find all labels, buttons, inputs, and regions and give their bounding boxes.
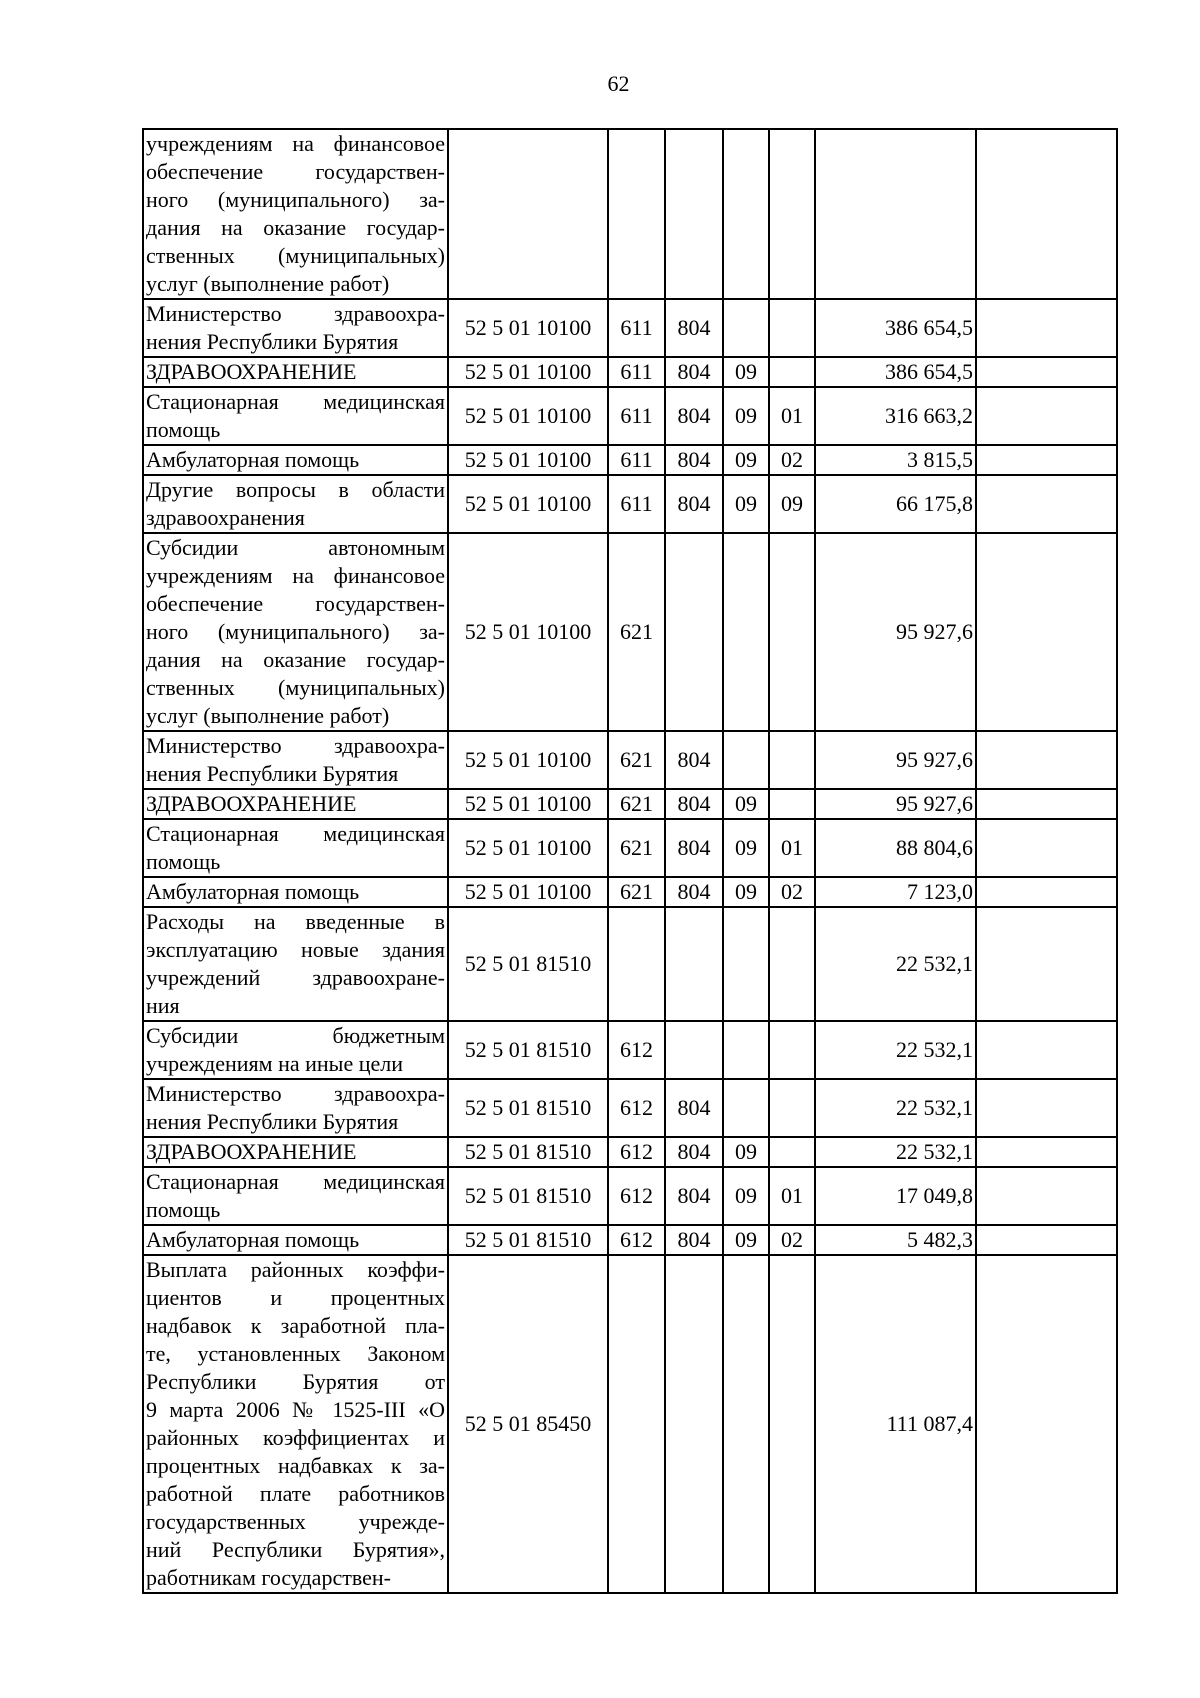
amount: 5 482,3 (815, 1225, 976, 1255)
expense-type-code: 611 (608, 387, 665, 445)
table-row (143, 357, 1117, 387)
description-line: ного (муниципального) за- (146, 187, 445, 212)
empty-cell (976, 387, 1117, 445)
description-line: нения Республики Бурятия (146, 1109, 399, 1134)
expense-type-code: 611 (608, 357, 665, 387)
expense-type-code: 621 (608, 533, 665, 731)
budget-table-body (143, 129, 1117, 1593)
description-line: помощь (146, 849, 221, 874)
target-article-code: 52 5 01 81510 (448, 1079, 608, 1137)
subsection-code (769, 1137, 815, 1167)
target-article-code: 52 5 01 10100 (448, 387, 608, 445)
subsection-code (769, 357, 815, 387)
subsection-code: 02 (769, 445, 815, 475)
amount: 95 927,6 (815, 731, 976, 789)
table-row (143, 789, 1117, 819)
table-row (143, 819, 1117, 877)
administrator-code: 804 (665, 1225, 723, 1255)
row-description (143, 445, 448, 475)
table-row (143, 877, 1117, 907)
expense-type-code: 611 (608, 299, 665, 357)
description-line: работникам государствен- (146, 1565, 391, 1590)
empty-cell (976, 1079, 1117, 1137)
amount: 22 532,1 (815, 1021, 976, 1079)
row-description (143, 357, 448, 387)
section-code (723, 907, 769, 1021)
table-row (143, 1137, 1117, 1167)
table-row (143, 1167, 1117, 1225)
amount: 386 654,5 (815, 357, 976, 387)
description-line: Министерство здравоохра- (146, 301, 445, 326)
description-line: работной плате работников (146, 1481, 445, 1506)
amount (815, 129, 976, 299)
row-description (143, 1137, 448, 1167)
empty-cell (976, 877, 1117, 907)
administrator-code (665, 533, 723, 731)
description-line: 9 марта 2006 № 1525-III «О (146, 1397, 445, 1422)
target-article-code: 52 5 01 81510 (448, 1225, 608, 1255)
description-line: Выплата районных коэффи- (146, 1257, 445, 1282)
row-description (143, 1079, 448, 1137)
description-line: циентов и процентных (146, 1285, 445, 1310)
administrator-code (665, 1021, 723, 1079)
description-line: Стационарная медицинская (146, 389, 445, 414)
description-line: учреждений здравоохране- (146, 965, 445, 990)
description-line: ЗДРАВООХРАНЕНИЕ (146, 359, 357, 384)
description-line: Стационарная медицинская (146, 1169, 445, 1194)
target-article-code: 52 5 01 10100 (448, 299, 608, 357)
description-line: ственных (муниципальных) (146, 243, 445, 268)
table-row (143, 1021, 1117, 1079)
description-line: процентных надбавках к за- (146, 1453, 445, 1478)
row-description (143, 299, 448, 357)
administrator-code: 804 (665, 445, 723, 475)
description-line: Расходы на введенные в (146, 909, 445, 934)
expense-type-code: 612 (608, 1167, 665, 1225)
target-article-code: 52 5 01 10100 (448, 789, 608, 819)
amount: 88 804,6 (815, 819, 976, 877)
administrator-code: 804 (665, 475, 723, 533)
description-line: дания на оказание государ- (146, 647, 445, 672)
row-description (143, 475, 448, 533)
section-code: 09 (723, 819, 769, 877)
description-line: ственных (муниципальных) (146, 675, 445, 700)
table-row (143, 445, 1117, 475)
section-code: 09 (723, 1137, 769, 1167)
expense-type-code: 612 (608, 1079, 665, 1137)
target-article-code: 52 5 01 10100 (448, 877, 608, 907)
section-code (723, 533, 769, 731)
table-row (143, 907, 1117, 1021)
section-code (723, 1079, 769, 1137)
description-line: услуг (выполнение работ) (146, 703, 390, 728)
administrator-code (665, 1255, 723, 1593)
subsection-code: 09 (769, 475, 815, 533)
description-line: обеспечение государствен- (146, 159, 445, 184)
row-description (143, 1167, 448, 1225)
amount: 22 532,1 (815, 1137, 976, 1167)
section-code: 09 (723, 445, 769, 475)
description-line: те, установленных Законом (146, 1341, 445, 1366)
row-description (143, 731, 448, 789)
subsection-code (769, 1079, 815, 1137)
target-article-code: 52 5 01 10100 (448, 731, 608, 789)
section-code: 09 (723, 877, 769, 907)
empty-cell (976, 129, 1117, 299)
description-line: районных коэффициентах и (146, 1425, 445, 1450)
section-code: 09 (723, 357, 769, 387)
amount: 316 663,2 (815, 387, 976, 445)
expense-type-code (608, 129, 665, 299)
table-row (143, 299, 1117, 357)
subsection-code (769, 731, 815, 789)
empty-cell (976, 533, 1117, 731)
target-article-code: 52 5 01 10100 (448, 357, 608, 387)
empty-cell (976, 907, 1117, 1021)
description-line: учреждениям на финансовое (146, 131, 445, 156)
amount: 386 654,5 (815, 299, 976, 357)
description-line: услуг (выполнение работ) (146, 271, 390, 296)
row-description (143, 387, 448, 445)
subsection-code (769, 129, 815, 299)
subsection-code (769, 299, 815, 357)
page-number: 62 (607, 71, 630, 96)
expense-type-code: 611 (608, 475, 665, 533)
description-line: Министерство здравоохра- (146, 1081, 445, 1106)
empty-cell (976, 1255, 1117, 1593)
administrator-code: 804 (665, 789, 723, 819)
description-line: нения Республики Бурятия (146, 761, 399, 786)
empty-cell (976, 1167, 1117, 1225)
amount: 66 175,8 (815, 475, 976, 533)
expense-type-code: 612 (608, 1137, 665, 1167)
table-row (143, 731, 1117, 789)
description-line: помощь (146, 1197, 221, 1222)
section-code: 09 (723, 789, 769, 819)
table-row (143, 1225, 1117, 1255)
empty-cell (976, 299, 1117, 357)
description-line: ния (146, 993, 180, 1018)
amount: 3 815,5 (815, 445, 976, 475)
section-code: 09 (723, 1167, 769, 1225)
description-line: государственных учрежде- (146, 1509, 445, 1534)
table-row (143, 533, 1117, 731)
expense-type-code (608, 1255, 665, 1593)
description-line: Амбулаторная помощь (146, 447, 360, 472)
target-article-code: 52 5 01 85450 (448, 1255, 608, 1593)
description-line: эксплуатацию новые здания (146, 937, 445, 962)
expense-type-code: 621 (608, 819, 665, 877)
section-code: 09 (723, 475, 769, 533)
description-line: Субсидии бюджетным (146, 1023, 445, 1048)
amount: 95 927,6 (815, 789, 976, 819)
expense-type-code: 611 (608, 445, 665, 475)
table-row (143, 1079, 1117, 1137)
amount: 7 123,0 (815, 877, 976, 907)
expense-type-code: 621 (608, 877, 665, 907)
description-line: обеспечение государствен- (146, 591, 445, 616)
subsection-code: 01 (769, 1167, 815, 1225)
description-line: Министерство здравоохра- (146, 733, 445, 758)
subsection-code: 02 (769, 877, 815, 907)
description-line: ЗДРАВООХРАНЕНИЕ (146, 1139, 357, 1164)
section-code (723, 299, 769, 357)
administrator-code: 804 (665, 1167, 723, 1225)
description-line: учреждениям на иные цели (146, 1051, 403, 1076)
empty-cell (976, 475, 1117, 533)
expense-type-code: 612 (608, 1021, 665, 1079)
section-code: 09 (723, 387, 769, 445)
description-line: ЗДРАВООХРАНЕНИЕ (146, 791, 357, 816)
administrator-code: 804 (665, 387, 723, 445)
description-line: дания на оказание государ- (146, 215, 445, 240)
row-description (143, 129, 448, 299)
administrator-code: 804 (665, 357, 723, 387)
administrator-code: 804 (665, 819, 723, 877)
amount: 22 532,1 (815, 1079, 976, 1137)
amount: 17 049,8 (815, 1167, 976, 1225)
administrator-code: 804 (665, 1137, 723, 1167)
subsection-code (769, 533, 815, 731)
table-row (143, 475, 1117, 533)
subsection-code: 01 (769, 819, 815, 877)
administrator-code (665, 129, 723, 299)
subsection-code (769, 789, 815, 819)
section-code (723, 1255, 769, 1593)
row-description (143, 819, 448, 877)
expense-type-code: 621 (608, 731, 665, 789)
description-line: помощь (146, 417, 221, 442)
subsection-code (769, 1255, 815, 1593)
description-line: Субсидии автономным (146, 535, 445, 560)
description-line: Амбулаторная помощь (146, 879, 360, 904)
target-article-code: 52 5 01 81510 (448, 1021, 608, 1079)
expense-type-code: 621 (608, 789, 665, 819)
budget-table (142, 128, 1118, 1594)
table-row (143, 1255, 1117, 1593)
amount: 22 532,1 (815, 907, 976, 1021)
target-article-code: 52 5 01 81510 (448, 1137, 608, 1167)
row-description (143, 533, 448, 731)
target-article-code: 52 5 01 10100 (448, 475, 608, 533)
target-article-code: 52 5 01 81510 (448, 907, 608, 1021)
row-description (143, 1255, 448, 1593)
description-line: учреждениям на финансовое (146, 563, 445, 588)
target-article-code: 52 5 01 10100 (448, 819, 608, 877)
target-article-code: 52 5 01 10100 (448, 533, 608, 731)
description-line: ного (муниципального) за- (146, 619, 445, 644)
description-line: Республики Бурятия от (146, 1369, 445, 1394)
section-code (723, 1021, 769, 1079)
section-code: 09 (723, 1225, 769, 1255)
amount: 111 087,4 (815, 1255, 976, 1593)
section-code (723, 731, 769, 789)
row-description (143, 877, 448, 907)
description-line: нения Республики Бурятия (146, 329, 399, 354)
subsection-code (769, 907, 815, 1021)
administrator-code (665, 907, 723, 1021)
empty-cell (976, 819, 1117, 877)
empty-cell (976, 731, 1117, 789)
empty-cell (976, 1137, 1117, 1167)
subsection-code: 02 (769, 1225, 815, 1255)
target-article-code (448, 129, 608, 299)
row-description (143, 789, 448, 819)
description-line: надбавок к заработной пла- (146, 1313, 445, 1338)
administrator-code: 804 (665, 731, 723, 789)
empty-cell (976, 357, 1117, 387)
description-line: Другие вопросы в области (146, 477, 445, 502)
table-row (143, 387, 1117, 445)
description-line: Амбулаторная помощь (146, 1227, 360, 1252)
empty-cell (976, 1225, 1117, 1255)
table-row (143, 129, 1117, 299)
description-line: здравоохранения (146, 505, 305, 530)
description-line: ний Республики Бурятия», (146, 1537, 445, 1562)
administrator-code: 804 (665, 877, 723, 907)
subsection-code (769, 1021, 815, 1079)
amount: 95 927,6 (815, 533, 976, 731)
section-code (723, 129, 769, 299)
expense-type-code: 612 (608, 1225, 665, 1255)
target-article-code: 52 5 01 81510 (448, 1167, 608, 1225)
subsection-code: 01 (769, 387, 815, 445)
row-description (143, 1225, 448, 1255)
empty-cell (976, 445, 1117, 475)
row-description (143, 907, 448, 1021)
administrator-code: 804 (665, 1079, 723, 1137)
empty-cell (976, 1021, 1117, 1079)
description-line: Стационарная медицинская (146, 821, 445, 846)
expense-type-code (608, 907, 665, 1021)
administrator-code: 804 (665, 299, 723, 357)
target-article-code: 52 5 01 10100 (448, 445, 608, 475)
empty-cell (976, 789, 1117, 819)
row-description (143, 1021, 448, 1079)
